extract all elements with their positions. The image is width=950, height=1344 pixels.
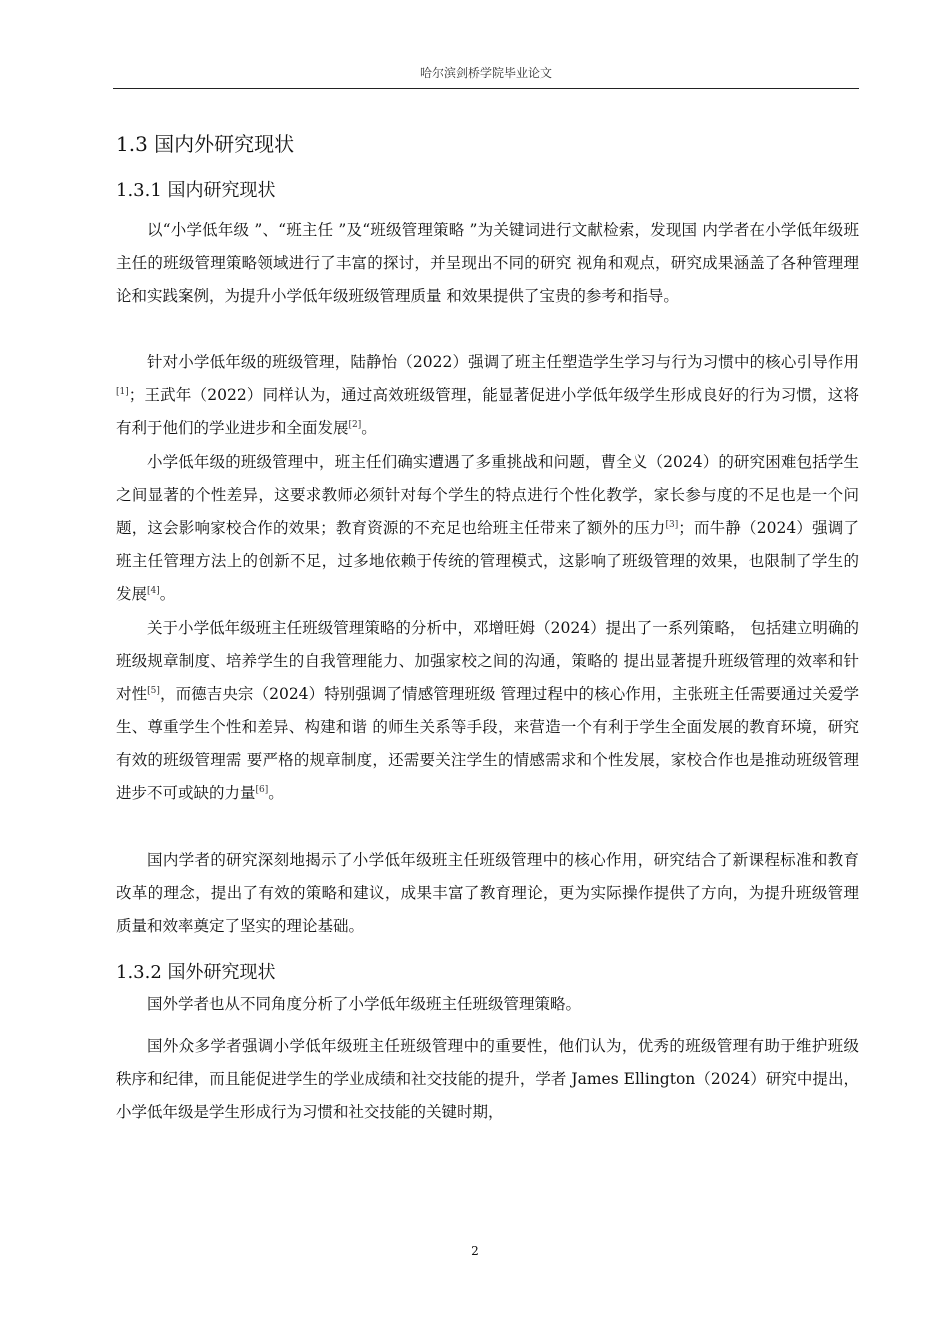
- paragraph-4-text-c: 。: [268, 784, 284, 802]
- paragraph-2-text-a: 针对小学低年级的班级管理，陆静怡（2022）强调了班主任塑造学生学习与行为习惯中的核心引导作用: [147, 353, 859, 371]
- citation-6: [6]: [255, 784, 269, 795]
- paragraph-4: [116, 612, 859, 810]
- paragraph-7: 国外众多学者强调小学低年级班主任班级管理中的重要性，他们认为，优秀的班级管理有助于维护班级秩序和纪律，而且能促进学生的学业成绩和社交技能的提升，学者 James Ellington（2024）研究中提出，小学低年级是学生形成行为习惯和社交技能的关键时期，: [116, 1037, 859, 1121]
- paragraph-2-text-c: 。: [361, 419, 377, 437]
- paragraph-3: [116, 446, 859, 611]
- subsection-foreign-title: 1.3.2 国外研究现状: [116, 962, 276, 983]
- citation-1: [1]: [116, 386, 129, 397]
- paragraph-3-text-c: 。: [159, 585, 176, 603]
- page-number: 2: [471, 1244, 479, 1258]
- page-header-title: 哈尔滨剑桥学院毕业论文: [419, 66, 552, 80]
- paragraph-6: 国外学者也从不同角度分析了小学低年级班主任班级管理策略。: [147, 995, 582, 1013]
- paragraph-3-text-a: 小学低年级的班级管理中，班主任们确实遭遇了多重挑战和问题，曹全义（2024）的研究困难包括学生之间显著的个性差异，这要求教师必须针对每个学生的特点进行个性化教学，家长参与度的不足也是一个问题，这会影响家校合作的效果；教育资源的不充足也给班主任带来了额外的压力: [116, 453, 859, 537]
- subsection-domestic-title: 1.3.1 国内研究现状: [116, 180, 276, 201]
- citation-2: [2]: [348, 419, 362, 430]
- paragraph-4-text-b: ，而德吉央宗（2024）特别强调了情感管理班级 管理过程中的核心作用，主张班主任需要通过关爱学生、尊重学生个性和差异、构建和谐 的师生关系等手段，来营造一个有利于学生全面发展的教育环境，研究有效的班级管理需 要严格的规章制度，还需要关注学生的情感需求和个性发展，家校合作也是推动班级管理 进步不可或缺的力量: [116, 685, 859, 802]
- citation-4: [4]: [147, 585, 160, 596]
- header-rule: [113, 88, 859, 89]
- paragraph-3-text-b: ；而牛静（2024）强调了班主任管理方法上的创新不足，过多地依赖于传统的管理模式，这影响了班级管理的效果，也限制了学生的发展: [116, 519, 859, 603]
- citation-5: [5]: [147, 685, 160, 696]
- paragraph-2: [116, 346, 859, 445]
- paragraph-2-text-b: ；王武年（2022）同样认为，通过高效班级管理，能显著促进小学低年级学生形成良好的行为习惯，这将有利于他们的学业进步和全面发展: [116, 386, 859, 437]
- paragraph-5: 国内学者的研究深刻地揭示了小学低年级班主任班级管理中的核心作用，研究结合了新课程标准和教育改革的理念，提出了有效的策略和建议，成果丰富了教育理论，更为实际操作提供了方向，为提升班级管理质量和效率奠定了坚实的理论基础。: [116, 851, 859, 935]
- section-title: 1.3 国内外研究现状: [116, 132, 295, 156]
- paragraph-4-text-a: 关于小学低年级班主任班级管理策略的分析中，邓增旺姆（2024）提出了一系列策略， 包括建立明确的班级规章制度、培养学生的自我管理能力、加强家校之间的沟通，策略的 提出显著提升班级管理的效率和针对性: [116, 619, 859, 703]
- paragraph-1: 以“小学低年级 ”、“班主任 ”及“班级管理策略 ”为关键词进行文献检索，发现国 内学者在小学低年级班主任的班级管理策略领域进行了丰富的探讨，并呈现出不同的研究 视角和观点，研究成果涵盖了各种管理理论和实践案例，为提升小学低年级班级管理质量 和效果提供了宝贵的参考和指导。: [116, 221, 859, 305]
- citation-3: [3]: [665, 519, 679, 530]
